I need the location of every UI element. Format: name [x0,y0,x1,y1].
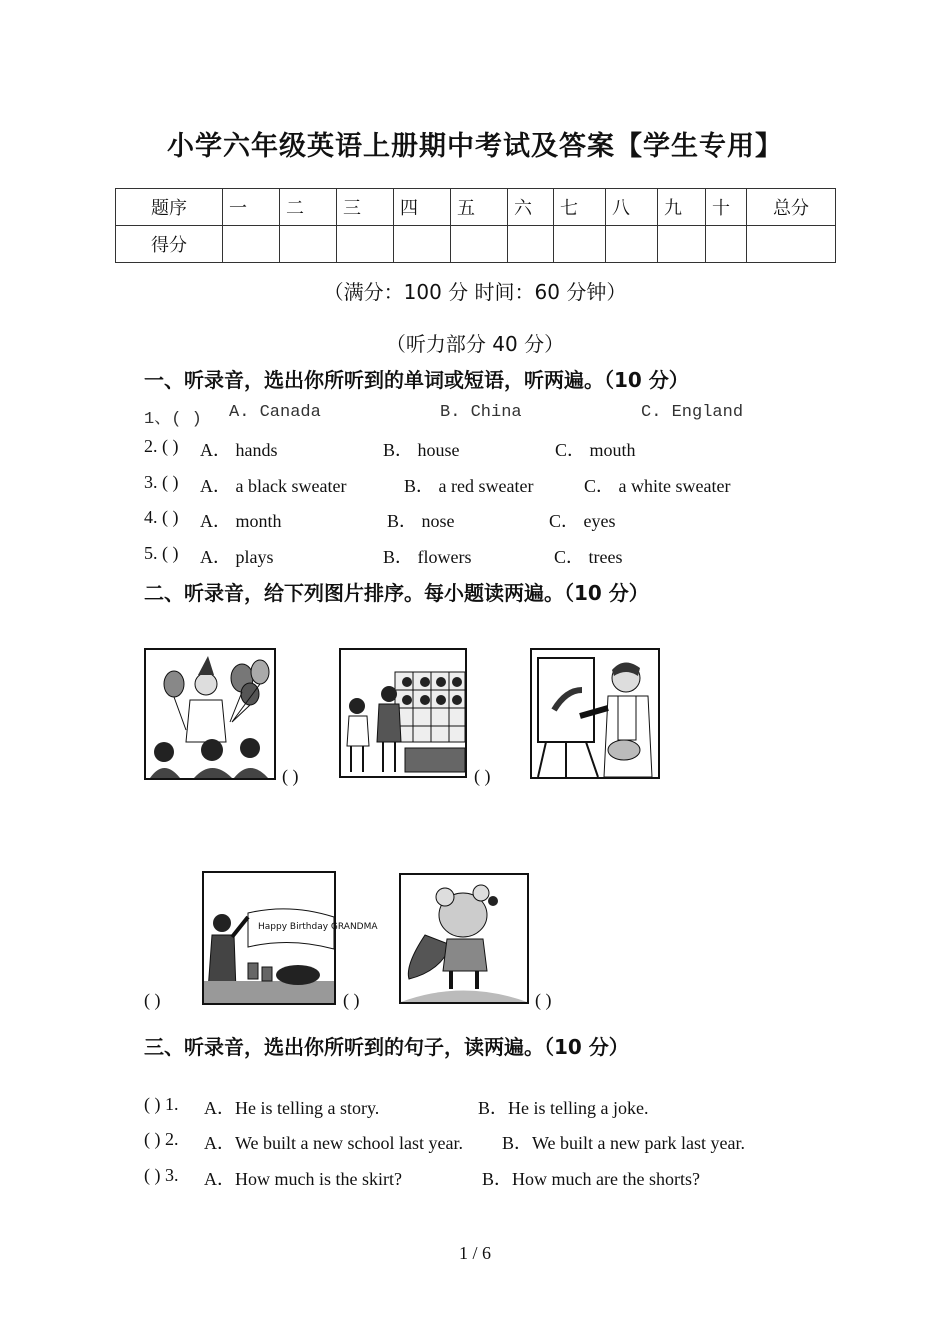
table-cell[interactable] [451,226,508,263]
q4-number: 4. ( ) [144,507,179,527]
s3-q2-option-a[interactable]: A．We built a new school last year. [204,1133,463,1153]
q4-option-a[interactable]: A． month [200,511,282,531]
q4-option-c[interactable]: C． eyes [549,511,616,531]
q5-option-a[interactable]: A． plays [200,547,274,567]
table-cell[interactable] [394,226,451,263]
page-title: 小学六年级英语上册期中考试及答案【学生专用】 [167,131,783,162]
s3-q1-number: ( ) 1. [144,1094,179,1114]
s3-q1-option-b[interactable]: B．He is telling a joke. [478,1098,649,1118]
answer-blank[interactable]: ( ) [343,990,360,1010]
q1-option-a[interactable]: A. Canada [229,403,321,422]
score-info: （满分：100 分 时间：60 分钟） [323,280,627,304]
table-cell[interactable] [508,226,554,263]
s3-q1-option-a[interactable]: A．He is telling a story. [204,1098,380,1118]
page-number: 1 / 6 [458,1243,491,1263]
table-cell[interactable] [606,226,658,263]
q5-option-c[interactable]: C． trees [554,547,623,567]
painter-illustration [532,650,658,777]
table-cell: 七 [554,189,606,226]
shop-illustration [341,650,465,776]
q2-option-a[interactable]: A． hands [200,440,278,460]
answer-blank[interactable]: ( ) [474,766,491,786]
table-cell[interactable] [223,226,280,263]
table-cell: 得分 [116,226,223,263]
answer-blank[interactable]: ( ) [282,766,299,786]
table-cell[interactable] [280,226,337,263]
table-cell: 五 [451,189,508,226]
table-cell: 题序 [116,189,223,226]
table-row [116,226,836,263]
birthday-illustration [204,873,378,1003]
table-cell[interactable] [658,226,706,263]
table-cell: 三 [337,189,394,226]
picture-painter [530,648,660,779]
table-cell: 总分 [747,189,836,226]
picture-party-balloons [144,648,276,780]
q1-number: 1、( ) [144,410,202,429]
q5-option-b[interactable]: B． flowers [383,547,472,567]
table-cell[interactable] [747,226,836,263]
s3-q3-number: ( ) 3. [144,1165,179,1185]
q2-option-c[interactable]: C． mouth [555,440,636,460]
s3-q2-option-b[interactable]: B．We built a new park last year. [502,1133,745,1153]
s3-q2-number: ( ) 2. [144,1129,179,1149]
party-balloons-illustration [146,650,274,778]
s3-q3-option-b[interactable]: B．How much are the shorts? [482,1169,700,1189]
q4-option-b[interactable]: B． nose [387,511,455,531]
q2-option-b[interactable]: B． house [383,440,460,460]
picture-mouse-cape [399,873,529,1004]
table-cell[interactable] [706,226,747,263]
section2-heading: 二、听录音，给下列图片排序。每小题读两遍。（10 分） [144,581,649,605]
table-cell: 一 [223,189,280,226]
q3-option-c[interactable]: C． a white sweater [584,476,731,496]
table-cell: 二 [280,189,337,226]
listening-header: （听力部分 40 分） [385,332,565,356]
table-cell: 十 [706,189,747,226]
q2-number: 2. ( ) [144,436,179,456]
q5-number: 5. ( ) [144,543,179,563]
q3-option-b[interactable]: B． a red sweater [404,476,534,496]
q1-option-c[interactable]: C. England [641,403,744,422]
table-cell: 四 [394,189,451,226]
picture-birthday [202,871,378,1005]
table-cell: 八 [606,189,658,226]
answer-blank[interactable]: ( ) [144,990,161,1010]
section3-heading: 三、听录音，选出你所听到的句子，读两遍。（10 分） [144,1035,629,1059]
table-cell: 九 [658,189,706,226]
q3-option-a[interactable]: A． a black sweater [200,476,347,496]
table-row [116,189,836,226]
banner-text: Happy Birthday GRANDMA [258,922,378,932]
answer-blank[interactable]: ( ) [535,990,552,1010]
s3-q3-option-a[interactable]: A．How much is the skirt? [204,1169,402,1189]
picture-shop [339,648,467,778]
score-table [115,188,836,263]
table-cell[interactable] [337,226,394,263]
q1-option-b[interactable]: B. China [440,403,522,422]
q3-number: 3. ( ) [144,472,179,492]
table-cell: 六 [508,189,554,226]
section1-heading: 一、听录音，选出你所听到的单词或短语，听两遍。（10 分） [144,368,689,392]
mouse-cape-illustration [401,875,527,1002]
table-cell[interactable] [554,226,606,263]
